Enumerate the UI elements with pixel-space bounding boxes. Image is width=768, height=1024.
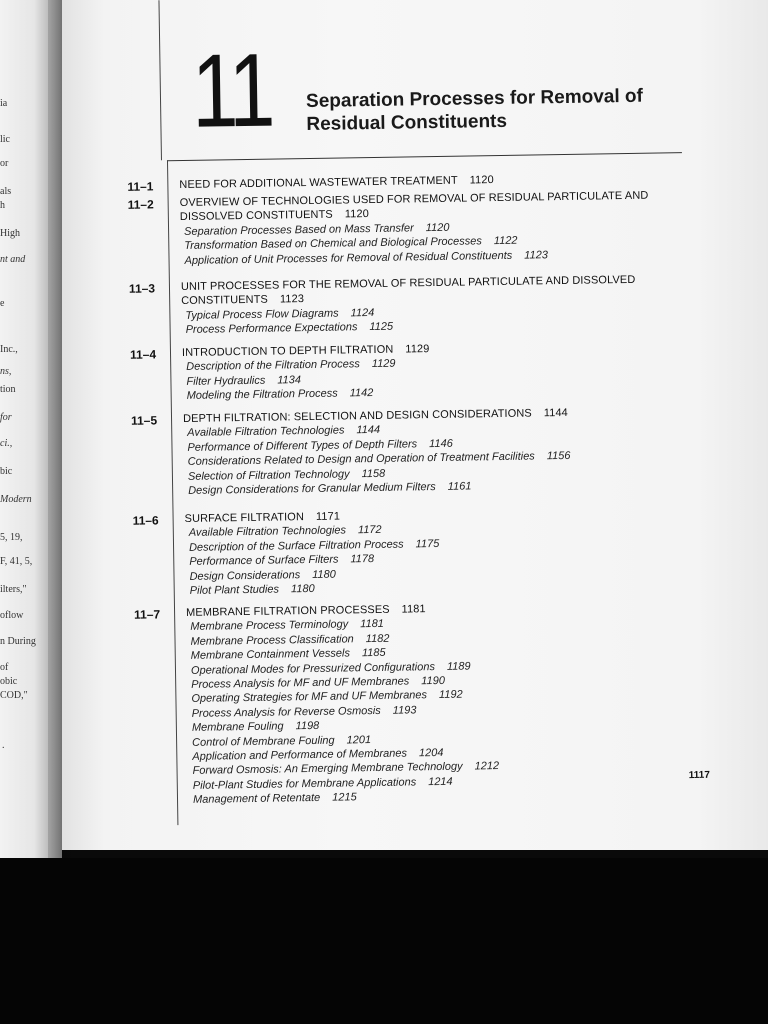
subsection-title: Operational Modes for Pressurized Configurations <box>190 660 436 677</box>
subsection-page-number: 1146 <box>429 437 453 450</box>
previous-page-text-fragment: COD," <box>0 690 28 701</box>
previous-page-text-fragment: ns, <box>0 366 12 377</box>
section-title-text: INTRODUCTION TO DEPTH FILTRATION <box>181 343 394 359</box>
section-title-text: DEPTH FILTRATION: SELECTION AND DESIGN CONSIDERATIONS <box>182 407 532 425</box>
subsection-page-number: 1124 <box>350 306 375 320</box>
previous-page-text-fragment: h <box>0 200 5 211</box>
previous-page-text-fragment: n During <box>0 636 36 647</box>
subsection-page-number: 1185 <box>361 647 386 660</box>
subsection-page-number: 1190 <box>421 674 445 688</box>
toc-vertical-rule <box>167 160 178 825</box>
dark-background <box>0 858 768 1024</box>
section-number: 11–6 <box>132 513 159 528</box>
subsection-title: Application and Performance of Membranes <box>192 747 408 763</box>
section-number: 11–1 <box>127 179 154 194</box>
subsection-page-number: 1123 <box>524 248 548 262</box>
page-content <box>62 0 768 850</box>
subsection-title: Process Analysis for Reverse Osmosis <box>191 704 381 720</box>
subsection-page-number: 1156 <box>546 450 571 463</box>
subsection-title: Performance of Surface Filters <box>189 553 339 569</box>
subsection-title: Pilot-Plant Studies for Membrane Applications <box>192 776 417 792</box>
section-title-text: OVERVIEW OF TECHNOLOGIES USED FOR REMOVAL OF RESIDUAL PARTICULATE AND DISSOLVED CONSTITUENTS <box>179 189 649 224</box>
chapter-vertical-rule-top <box>158 0 162 160</box>
subsection-page-number: 1215 <box>332 791 357 804</box>
subsection-title: Control of Membrane Fouling <box>192 734 335 749</box>
subsection-title: Pilot Plant Studies <box>189 583 280 597</box>
subsection-page-number: 1180 <box>312 568 336 581</box>
section-number: 11–3 <box>128 281 156 296</box>
section-number: 11–7 <box>134 607 161 622</box>
section-title-text: SURFACE FILTRATION <box>184 511 305 525</box>
section-title-text: UNIT PROCESSES FOR THE REMOVAL OF RESIDUAL PARTICULATE AND DISSOLVED CONSTITUENTS <box>180 273 636 307</box>
subsection-page-number: 1204 <box>418 746 444 760</box>
previous-page-text-fragment: als <box>0 186 12 197</box>
subsection-page-number: 1144 <box>356 424 381 437</box>
subsection-page-number: 1189 <box>446 660 471 673</box>
subsection-title: Process Analysis for MF and UF Membranes <box>191 675 410 691</box>
subsection-page-number: 1125 <box>369 320 394 334</box>
subsection-page-number: 1120 <box>425 221 450 234</box>
previous-page-text-fragment: oflow <box>0 610 24 621</box>
subsection-title: Forward Osmosis: An Emerging Membrane Technology <box>192 761 463 778</box>
subsection-title: Membrane Process Classification <box>190 633 354 648</box>
section-page-number: 1120 <box>469 174 494 187</box>
subsection-title: Filter Hydraulics <box>186 374 266 388</box>
title-rule <box>167 152 682 161</box>
previous-page-text-fragment: ilters," <box>0 584 27 595</box>
chapter-number: 11 <box>190 32 273 150</box>
subsection-title: Separation Processes Based on Mass Transfer <box>184 222 414 238</box>
subsection-title: Typical Process Flow Diagrams <box>185 307 339 322</box>
subsection-title: Membrane Fouling <box>191 720 284 735</box>
chapter-title: Separation Processes for Removal of Residual Constituents <box>305 85 644 136</box>
subsection-page-number: 1129 <box>371 358 396 371</box>
subsection-page-number: 1158 <box>361 467 386 480</box>
previous-page-text-fragment: bic <box>0 466 13 477</box>
previous-page-text-fragment: tion <box>0 384 16 395</box>
previous-page-text-fragment: Inc., <box>0 344 18 355</box>
previous-page-text-fragment: Modern <box>0 494 32 505</box>
subsection-title: Available Filtration Technologies <box>187 424 345 440</box>
subsection-page-number: 1175 <box>415 537 440 551</box>
previous-page-text-fragment: or <box>0 158 9 169</box>
subsection-page-number: 1181 <box>360 618 384 631</box>
subsection-page-number: 1193 <box>392 704 417 717</box>
section-page-number: 1171 <box>315 510 341 523</box>
subsection-page-number: 1142 <box>349 387 374 400</box>
section-page-number: 1129 <box>405 343 430 356</box>
previous-page-text-fragment: ci., <box>0 438 13 449</box>
previous-page-text-fragment: . <box>2 740 5 751</box>
previous-page-text-fragment: e <box>0 298 5 309</box>
section-title-text: NEED FOR ADDITIONAL WASTEWATER TREATMENT <box>179 174 458 192</box>
subsection-page-number: 1182 <box>365 632 390 645</box>
previous-page-text-fragment: High <box>0 228 20 239</box>
section-title-text: MEMBRANE FILTRATION PROCESSES <box>185 603 390 619</box>
chapter-contents-page <box>62 0 768 850</box>
previous-page-text-fragment: 5, 19, <box>0 532 23 543</box>
subsection-title: Performance of Different Types of Depth Filters <box>187 438 418 454</box>
previous-page-text-fragment: lic <box>0 134 10 145</box>
subsection-title: Considerations Related to Design and Operation of Treatment Facilities <box>187 450 535 469</box>
previous-page-text-fragment: obic <box>0 676 18 687</box>
subsection-page-number: 1161 <box>447 480 472 493</box>
section-page-number: 1181 <box>401 603 426 616</box>
subsection-title: Management of Retentate <box>192 792 321 807</box>
subsection-title: Design Considerations for Granular Medium Filters <box>188 481 436 497</box>
subsection-title: Description of the Filtration Process <box>186 358 360 374</box>
subsection-page-number: 1192 <box>438 689 463 702</box>
subsection-page-number: 1212 <box>474 760 500 773</box>
section-page-number: 1144 <box>543 406 568 420</box>
section-number: 11–2 <box>127 197 154 212</box>
subsection-title: Operating Strategies for MF and UF Membranes <box>191 689 428 706</box>
subsection-title: Membrane Process Terminology <box>190 618 349 634</box>
section-number: 11–5 <box>130 413 158 428</box>
page-number: 1117 <box>688 769 710 782</box>
subsection-title: Selection of Filtration Technology <box>187 467 350 483</box>
section-page-number: 1123 <box>279 293 305 306</box>
previous-page-text-fragment: F, 41, 5, <box>0 556 33 567</box>
subsection-title: Membrane Containment Vessels <box>190 647 351 663</box>
subsection-title: Design Considerations <box>189 568 301 583</box>
subsection-page-number: 1178 <box>350 553 375 566</box>
subsection-page-number: 1198 <box>295 720 320 733</box>
subsection-page-number: 1122 <box>493 234 518 248</box>
previous-page-text-fragment: ia <box>0 98 8 109</box>
subsection-title: Description of the Surface Filtration Process <box>188 538 404 554</box>
subsection-page-number: 1201 <box>346 733 372 747</box>
previous-page-text-fragment: for <box>0 412 12 423</box>
subsection-title: Modeling the Filtration Process <box>186 387 338 403</box>
subsection-page-number: 1180 <box>290 582 315 596</box>
subsection-title: Transformation Based on Chemical and Biological Processes <box>184 235 482 253</box>
section-page-number: 1120 <box>344 208 369 221</box>
subsection-title: Process Performance Expectations <box>185 321 358 337</box>
subsection-page-number: 1172 <box>357 524 382 537</box>
subsection-title: Application of Unit Processes for Removal of Residual Constituents <box>184 249 513 267</box>
subsection-title: Available Filtration Technologies <box>188 524 347 540</box>
section-number: 11–4 <box>129 347 157 362</box>
previous-page-text-fragment: of <box>0 662 9 673</box>
previous-page-text-fragment: nt and <box>0 254 26 265</box>
subsection-page-number: 1134 <box>277 373 302 387</box>
subsection-page-number: 1214 <box>428 775 453 788</box>
